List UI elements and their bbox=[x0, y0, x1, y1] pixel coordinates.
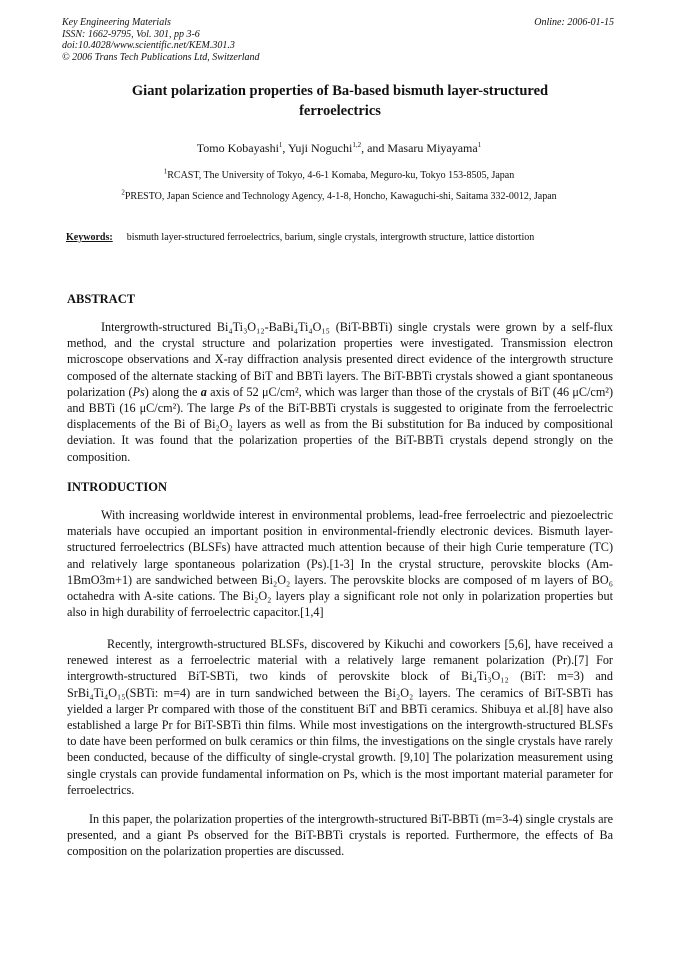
author-affil-sup: 1 bbox=[278, 141, 283, 149]
author-affil-sup: 1 bbox=[477, 141, 482, 149]
intro-paragraph-2: Recently, intergrowth-structured BLSFs, discovered by Kikuchi and coworkers [5,6], have received a renewed interest as a ferroelectric material with a relatively large remanent polarization (Pr).[7] For intergrowth-structured BiT-SBTi, two kinds of perovskite block of Bi₄Ti₃O₁₂ (BiT: m=3) and SrBi₄Ti₄O₁₅(SBTi: m=4) are in turn sandwiched between the Bi₂O₂ layers. The ceramics of BiT-SBTi has yielded a larger Pr compared with those of the constituent BiT and BBTi ceramics. Shibuya et al.[8] have also established a large Pr for BiT-SBTi thin films. While most investigations on the intergrowth-structured BLSFs to date have been performed on bulk ceramics or thin films, the investigations on the single crystals have rarely been conducted, because of the difficulty of single-crystal growth. [9,10] The polarization measurement using single crystals can provide fundamental information on Ps, which is the most important material parameter for ferroelectrics. bbox=[67, 637, 613, 797]
copyright-line: © 2006 Trans Tech Publications Ltd, Switzerland bbox=[62, 51, 260, 63]
online-date: Online: 2006-01-15 bbox=[534, 17, 614, 28]
keywords-label: Keywords: bbox=[66, 232, 113, 243]
doi-line: doi:10.4028/www.scientific.net/KEM.301.3 bbox=[62, 40, 235, 51]
intro-paragraph-3: In this paper, the polarization properties of the intergrowth-structured BiT-BBTi (m=3-4) single crystals are presented, and a giant Ps observed for the BiT-BBTi crystals is reported. Furthermore, the effects of Ba composition on the polarization properties are discussed. bbox=[67, 812, 613, 859]
author-name: Yuji Noguchi bbox=[287, 141, 353, 155]
affiliation-text: RCAST, The University of Tokyo, 4-6-1 Komaba, Meguro-ku, Tokyo 153-8505, Japan bbox=[167, 170, 515, 181]
intro-paragraph-1: With increasing worldwide interest in environmental problems, lead-free ferroelectric and piezoelectric materials have occupied an important position in environmental-friendly electronic devices. Bismuth layer-structured ferroelectrics (BLSFs) have attracted much attention because of their high Curie temperature (TC) and relatively large spontaneous polarization (Ps).[1-3] In the crystal structure, perovskite blocks (Am-1BmO3m+1) are sandwiched between Bi₂O₂ layers. The perovskite blocks are composed of m layers of BO₆ octahedra with A-site cations. The Bi₂O₂ layers play a significant role not only in polarization properties but also in high durability of ferroelectric capacitor.[1,4] bbox=[67, 508, 613, 620]
keywords-line bbox=[66, 232, 534, 243]
symbol-ps: Ps bbox=[132, 384, 145, 399]
author-affil-sup: 1,2 bbox=[352, 141, 362, 149]
abstract-paragraph: Intergrowth-structured Bi₄Ti₃O₁₂-BaBi₄Ti₄O₁₅ (BiT-BBTi) single crystals were grown by a self-flux method, and the crystal structure and polarization properties were investigated. Transmission electron microscope observations and X-ray diffraction analysis presented direct evidence of the intergrowth structure composed of the alternate stacking of BiT and BBTi layers. The BiT-BBTi crystals showed a giant spontaneous polarization (Ps) along the a axis of 52 μC/cm², which was larger than those of the crystals of BiT (46 μC/cm²) and BBTi (16 μC/cm²). The large Ps of the BiT-BBTi crystals is suggested to originate from the ferroelectric displacements of the Bi of Bi₂O₂ layers as well as from the Bi substitution for Ba induced by compositional deviation. It was found that the polarization properties of the BiT-BBTi crystals depend strongly on the composition. bbox=[67, 320, 614, 464]
affiliation-sup: 1 bbox=[163, 167, 168, 176]
symbol-axis: a bbox=[200, 384, 207, 399]
journal-header bbox=[62, 17, 260, 63]
abstract-heading: ABSTRACT bbox=[67, 292, 136, 306]
author-separator: , and bbox=[361, 141, 388, 155]
affiliation-sup: 2 bbox=[121, 188, 125, 197]
issn-line: ISSN: 1662-9795, Vol. 301, pp 3-6 bbox=[62, 28, 200, 40]
symbol-ps: Ps bbox=[238, 401, 251, 416]
author-separator: , bbox=[282, 141, 288, 155]
author-name: Masaru Miyayama bbox=[387, 141, 478, 155]
introduction-heading: INTRODUCTION bbox=[67, 480, 168, 494]
affiliation-text: PRESTO, Japan Science and Technology Agency, 4-1-8, Honcho, Kawaguchi-shi, Saitama 332-0012, Japan bbox=[124, 191, 557, 202]
affiliation-2 bbox=[0, 188, 678, 202]
keywords-text: bismuth layer-structured ferroelectrics, barium, single crystals, intergrowth structure, lattice distortion bbox=[126, 232, 535, 243]
journal-name: Key Engineering Materials bbox=[62, 17, 171, 28]
author-list bbox=[0, 141, 678, 156]
affiliation-1 bbox=[0, 167, 678, 181]
author-name: Tomo Kobayashi bbox=[196, 141, 279, 155]
paper-title: Giant polarization properties of Ba-based bismuth layer-structured ferroelectrics bbox=[131, 83, 549, 119]
